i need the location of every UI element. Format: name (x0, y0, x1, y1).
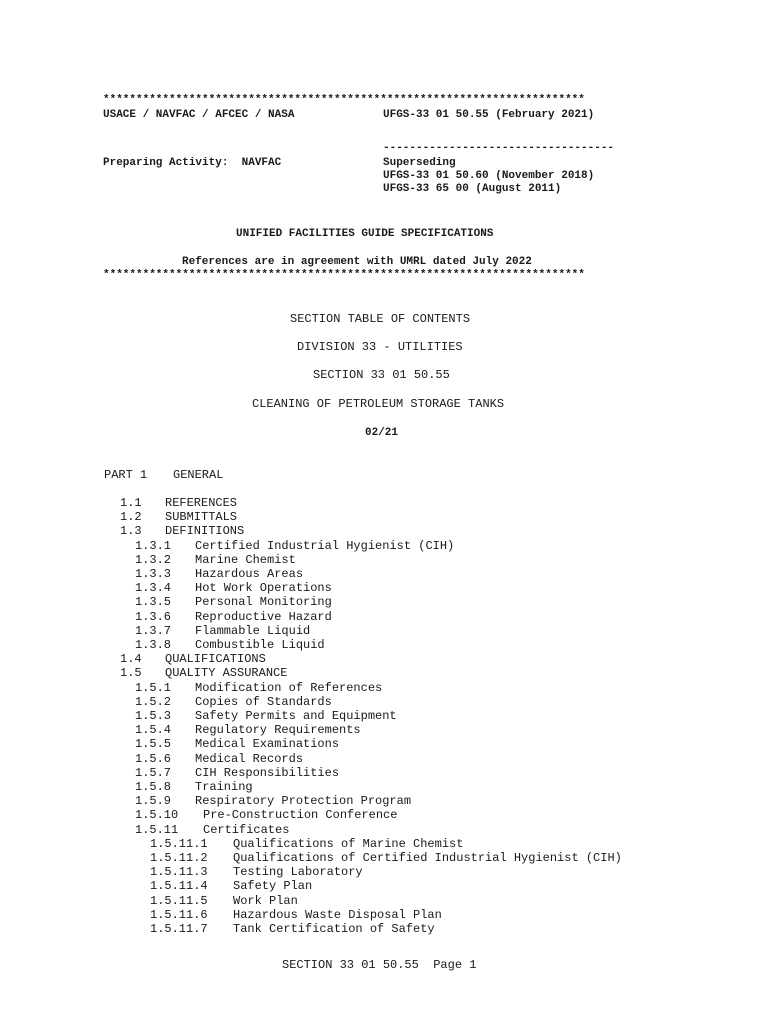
dash-divider: ----------------------------------- (383, 142, 615, 154)
superseding-label: Superseding (383, 157, 456, 169)
toc-entry-number: 1.5.11.4 (150, 879, 208, 894)
toc-entry-title: Work Plan (233, 893, 298, 908)
toc-entry-title: Medical Records (195, 751, 304, 766)
toc-entry-number: 1.5.8 (135, 780, 172, 794)
toc-entry-title: Tank Certification of Safety (233, 922, 435, 936)
toc-entry-title: QUALIFICATIONS (165, 652, 266, 667)
toc-entry-title: REFERENCES (165, 496, 238, 510)
toc-entry-number: 1.5.11.2 (150, 851, 208, 865)
toc-entry-number: 1.3.3 (135, 567, 172, 581)
toc-entry-number: 1.5.11.1 (150, 836, 208, 851)
star-divider-bottom: ************************************************************************* (103, 269, 585, 281)
toc-entry-number: 1.3.8 (135, 638, 172, 652)
ufgs-number: UFGS-33 01 50.55 (February 2021) (383, 109, 595, 121)
toc-title: SECTION TABLE OF CONTENTS (290, 312, 471, 326)
toc-entry-title: Safety Plan (233, 879, 313, 894)
toc-entry-title: Testing Laboratory (233, 865, 363, 880)
toc-entry-title: Certified Industrial Hygienist (CIH) (195, 538, 455, 553)
star-divider-top: ************************************************************************* (103, 94, 585, 106)
toc-entry-number: 1.5.3 (135, 709, 172, 723)
toc-entry-title: Training (195, 780, 253, 794)
toc-entry-number: 1.3.2 (135, 552, 172, 567)
toc-entry-title: Reproductive Hazard (195, 609, 332, 624)
toc-entry-number: 1.2 (120, 510, 142, 525)
toc-entry-title: Hazardous Waste Disposal Plan (233, 907, 442, 922)
superseded-spec-2: UFGS-33 65 00 (August 2011) (383, 183, 562, 195)
part-title: GENERAL (173, 468, 224, 482)
part-number: PART 1 (104, 468, 148, 482)
toc-entry-title: Hot Work Operations (195, 581, 332, 596)
toc-entry-number: 1.3.6 (135, 609, 172, 624)
toc-entry-title: Hazardous Areas (195, 567, 304, 581)
toc-entry-title: Certificates (203, 822, 290, 837)
toc-entry-title: DEFINITIONS (165, 524, 245, 539)
page-footer: SECTION 33 01 50.55 Page 1 (282, 958, 477, 972)
division-title: DIVISION 33 - UTILITIES (297, 340, 463, 354)
toc-entry-number: 1.5.10 (135, 808, 179, 823)
toc-entry-number: 1.4 (120, 652, 142, 667)
agencies-label: USACE / NAVFAC / AFCEC / NASA (103, 109, 295, 121)
toc-entry-title: Modification of References (195, 680, 383, 695)
toc-entry-number: 1.5.11 (135, 822, 179, 837)
toc-entry-number: 1.5.11.3 (150, 865, 208, 880)
toc-entry-title: Regulatory Requirements (195, 723, 361, 738)
toc-entry-number: 1.5.6 (135, 751, 172, 766)
toc-entry-number: 1.3.4 (135, 581, 172, 596)
toc-entry-number: 1.5.1 (135, 680, 172, 695)
section-name: CLEANING OF PETROLEUM STORAGE TANKS (252, 397, 505, 411)
toc-entry-number: 1.5.4 (135, 723, 172, 738)
toc-entry-title: CIH Responsibilities (195, 765, 340, 780)
toc-entry-title: Pre-Construction Conference (203, 808, 398, 823)
section-date: 02/21 (365, 427, 399, 439)
toc-entry-title: SUBMITTALS (165, 510, 238, 525)
toc-entry-title: Combustible Liquid (195, 638, 325, 652)
unified-title: UNIFIED FACILITIES GUIDE SPECIFICATIONS (236, 228, 494, 240)
toc-entry-number: 1.5 (120, 666, 142, 681)
toc-entry-number: 1.5.9 (135, 794, 172, 809)
toc-entry-title: Qualifications of Marine Chemist (233, 836, 464, 851)
toc-entry-title: Safety Permits and Equipment (195, 709, 397, 723)
superseded-spec-1: UFGS-33 01 50.60 (November 2018) (383, 170, 595, 182)
toc-entry-title: Copies of Standards (195, 694, 332, 709)
toc-entry-number: 1.5.7 (135, 765, 172, 780)
toc-entry-title: Qualifications of Certified Industrial Hygienist (CIH) (233, 851, 622, 865)
toc-entry-number: 1.3 (120, 524, 142, 539)
toc-entry-number: 1.3.1 (135, 538, 172, 553)
toc-entry-title: Marine Chemist (195, 552, 296, 567)
toc-entry-number: 1.5.2 (135, 694, 172, 709)
toc-entry-title: Personal Monitoring (195, 595, 332, 610)
toc-entry-title: QUALITY ASSURANCE (165, 666, 288, 681)
toc-entry-title: Medical Examinations (195, 737, 340, 752)
references-note: References are in agreement with UMRL dated July 2022 (182, 256, 532, 268)
toc-entry-number: 1.5.11.7 (150, 922, 208, 936)
toc-entry-title: Respiratory Protection Program (195, 794, 412, 809)
toc-entry-number: 1.5.11.6 (150, 907, 208, 922)
toc-entry-number: 1.5.5 (135, 737, 172, 752)
preparing-activity: Preparing Activity: NAVFAC (103, 157, 282, 169)
toc-entry-number: 1.1 (120, 496, 142, 510)
toc-entry-number: 1.5.11.5 (150, 893, 208, 908)
toc-entry-number: 1.3.7 (135, 623, 172, 638)
toc-entry-number: 1.3.5 (135, 595, 172, 610)
toc-entry-title: Flammable Liquid (195, 623, 311, 638)
section-number: SECTION 33 01 50.55 (313, 368, 450, 382)
